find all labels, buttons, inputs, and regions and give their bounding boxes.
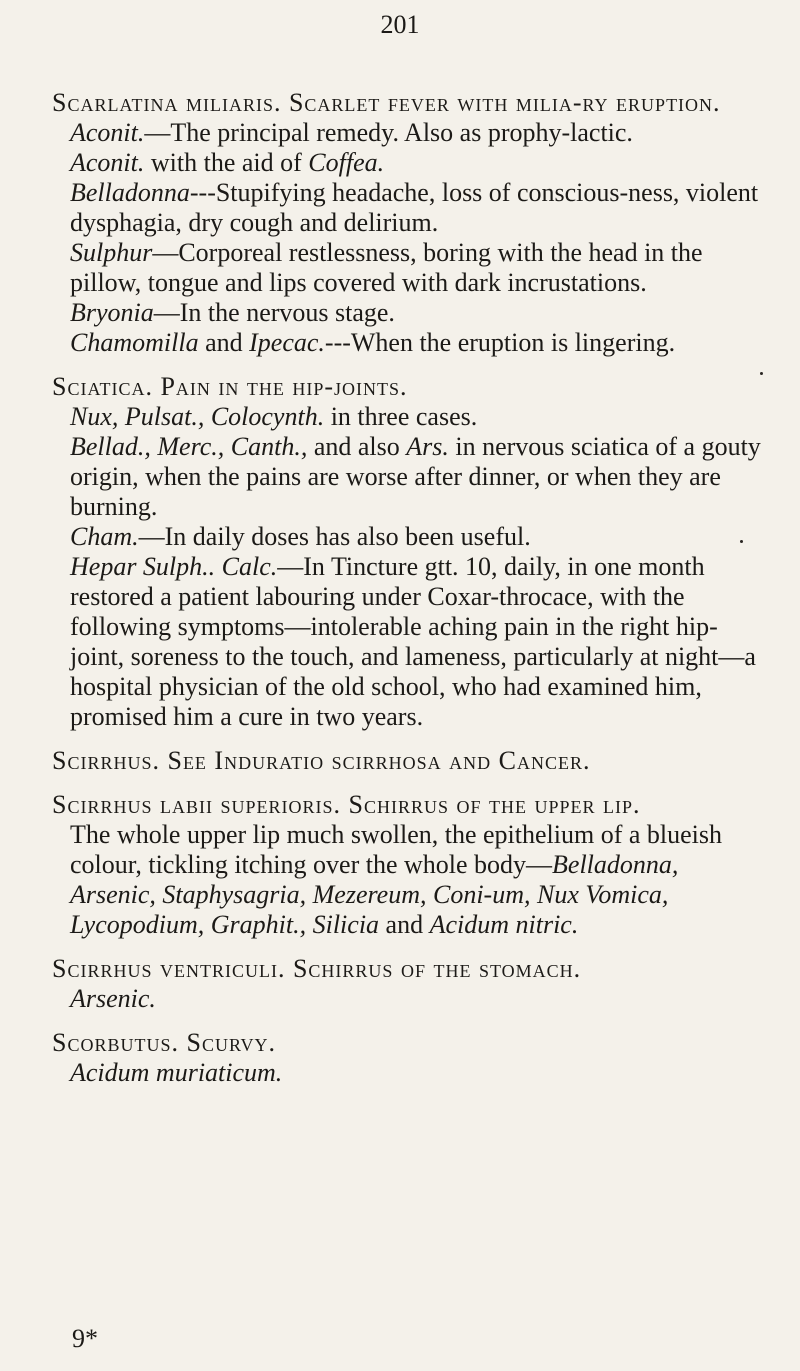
- entry-heading: Sciatica. Pain in the hip-joints.: [52, 372, 408, 401]
- remedy-line: Bryonia—In the nervous stage.: [70, 298, 395, 327]
- remedy-line: Belladonna---Stupifying headache, loss of conscious-ness, violent dysphagia, dry cough and delirium.: [70, 178, 759, 237]
- entry-scorbutus: [52, 1028, 764, 1088]
- page-number: 201: [380, 10, 420, 39]
- remedy-line: Sulphur—Corporeal restlessness, boring with the head in the pillow, tongue and lips covered with dark incrustations.: [70, 238, 703, 297]
- ink-speck: [760, 372, 763, 375]
- remedy-line: Aconit.—The principal remedy. Also as prophy-lactic.: [70, 118, 633, 147]
- entry-heading: Scirrhus. See Induratio scirrhosa and Cancer.: [52, 746, 591, 775]
- remedy-line: Cham.—In daily doses has also been useful.: [70, 522, 531, 551]
- signature-mark: 9*: [72, 1324, 98, 1353]
- entry-scarlatina: [52, 88, 764, 358]
- entry-scirrhus: [52, 746, 764, 776]
- remedy-line: Acidum muriaticum.: [70, 1058, 283, 1087]
- remedy-line: Hepar Sulph.. Calc.—In Tincture gtt. 10, daily, in one month restored a patient labouring under Coxar-throcace, with the following symptoms—intolerable aching pain in the right hip-joint, soreness to the touch, and lameness, particularly at night—a hospital physician of the old school, who had examined him, promised him a cure in two years.: [70, 552, 756, 731]
- entry-heading: Scirrhus labii superioris. Schirrus of the upper lip.: [52, 790, 641, 819]
- entry-heading: Scirrhus ventriculi. Schirrus of the stomach.: [52, 954, 582, 983]
- entry-scirrhus-ventriculi: [52, 954, 764, 1014]
- remedy-line: Aconit. with the aid of Coffea.: [70, 148, 385, 177]
- remedy-line: Bellad., Merc., Canth., and also Ars. in nervous sciatica of a gouty origin, when the pains are worse after dinner, or when they are burning.: [70, 432, 761, 521]
- ink-speck: [740, 540, 743, 543]
- remedy-line: Chamomilla and Ipecac.---When the eruption is lingering.: [70, 328, 676, 357]
- entry-heading: Scorbutus. Scurvy.: [52, 1028, 277, 1057]
- entry-scirrhus-labii: [52, 790, 764, 940]
- remedy-line: Arsenic.: [70, 984, 156, 1013]
- entry-heading: Scarlatina miliaris. Scarlet fever with milia-ry eruption.: [52, 88, 721, 117]
- remedy-line: The whole upper lip much swollen, the epithelium of a blueish colour, tickling itching over the whole body—Belladonna, Arsenic, Staphysagria, Mezereum, Coni-um, Nux Vomica, Lycopodium, Graphit., Silicia and Acidum nitric.: [70, 820, 723, 939]
- entry-sciatica: [52, 372, 764, 732]
- remedy-line: Nux, Pulsat., Colocynth. in three cases.: [70, 402, 478, 431]
- page-body: [52, 88, 764, 1102]
